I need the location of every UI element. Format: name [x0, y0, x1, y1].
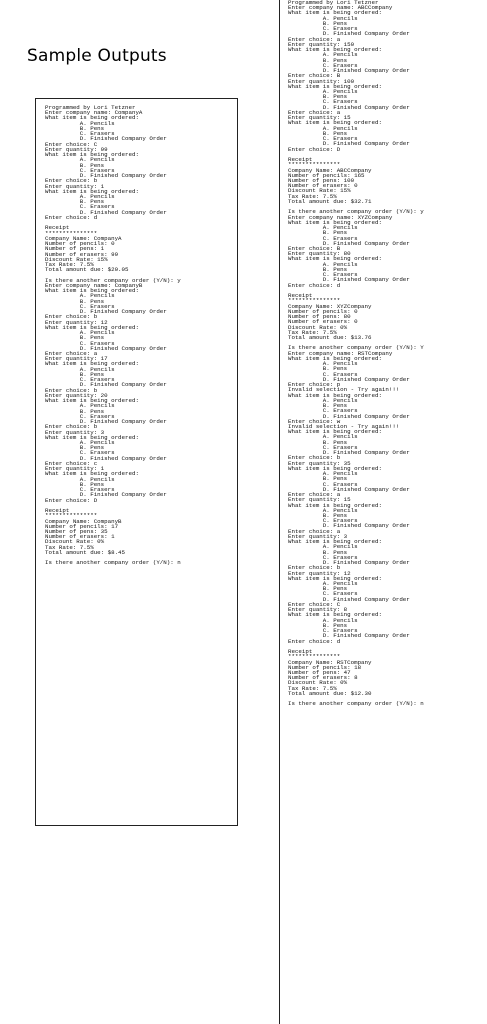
- console-output-box-left: [35, 98, 238, 826]
- console-output-text-left: Programmed by Lori Tetzner Enter company name: CompanyA What item is being ordered: A. Pencils B. Pens C. Erasers D. Finished Company Order Enter choice: C Enter quantity: 99 What item is being ordered: A. Pencils B. Pens C. Erasers D. Finished Company Order Enter choice: b Enter quantity: 1 What item is being ordered: A. Pencils B. Pens C. Erasers D. Finished Company Order Enter choice: d Receipt *************** Company Name: CompanyA Number of pencils: 0 Number of pens: 1 Number of erasers: 99 Discount Rate: 15% Tax Rate: 7.5% Total amount due: $20.05 Is there another company order (Y/N): y Enter company name: CompanyB What item is being ordered: A. Pencils B. Pens C. Erasers D. Finished Company Order Enter choice: b Enter quantity: 12 What item is being ordered: A. Pencils B. Pens C. Erasers D. Finished Company Order Enter choice: a Enter quantity: 17 What item is being ordered: A. Pencils B. Pens C. Erasers D. Finished Company Order Enter choice: b Enter quantity: 20 What item is being ordered: A. Pencils B. Pens C. Erasers D. Finished Company Order Enter choice: b Enter quantity: 3 What item is being ordered: A. Pencils B. Pens C. Erasers D. Finished Company Order Enter choice: c Enter quantity: 1 What item is being ordered: A. Pencils B. Pens C. Erasers D. Finished Company Order Enter choice: D Receipt *************** Company Name: CompanyB Number of pencils: 17 Number of pens: 35 Number of erasers: 1 Discount Rate: 0% Tax Rate: 7.5% Total amount due: $8.45 Is there another company order (Y/N): n: [45, 104, 181, 567]
- page-title: Sample Outputs: [27, 46, 167, 66]
- console-output-text-right: Programmed by Lori Tetzner Enter company name: ABCCompany What item is being ordered: A. Pencils B. Pens C. Erasers D. Finished Company Order Enter choice: a Enter quantity: 150 What item is being ordered: A. Pencils B. Pens C. Erasers D. Finished Company Order Enter choice: B Enter quantity: 100 What item is being ordered: A. Pencils B. Pens C. Erasers D. Finished Company Order Enter choice: a Enter quantity: 15 What item is being ordered: A. Pencils B. Pens C. Erasers D. Finished Company Order Enter choice: D Receipt *************** Company Name: ABCCompany Number of pencils: 165 Number of pens: 100 Number of erasers: 0 Discount Rate: 15% Tax Rate: 7.5% Total amount due: $32.71 Is there another company order (Y/N): y Enter company name: XYZCompany What item is being ordered: A. Pencils B. Pens C. Erasers D. Finished Company Order Enter choice: B Enter quantity: 80 What item is being ordered: A. Pencils B. Pens C. Erasers D. Finished Company Order Enter choice: d Receipt *************** Company Name: XYZCompany Number of pencils: 0 Number of pens: 80 Number of erasers: 0 Discount Rate: 0% Tax Rate: 7.5% Total amount due: $13.76 Is there another company order (Y/N): Y Enter company name: RSTCompany What item is being ordered: A. Pencils B. Pens C. Erasers D. Finished Company Order Enter choice: p Invalid selection - Try again!!! What item is being ordered: A. Pencils B. Pens C. Erasers D. Finished Company Order Enter choice: w Invalid selection - Try again!!! What item is being ordered: A. Pencils B. Pens C. Erasers D. Finished Company Order Enter choice: b Enter quantity: 35 What item is being ordered: A. Pencils B. Pens C. Erasers D. Finished Company Order Enter choice: a Enter quantity: 15 What item is being ordered: A. Pencils B. Pens C. Erasers D. Finished Company Order Enter choice: a Enter quantity: 3 What item is being ordered: A. Pencils B. Pens C. Erasers D. Finished Company Order Enter choice: b Enter quantity: 12 What item is being ordered: A. Pencils B. Pens C. Erasers D. Finished Company Order Enter choice: C Enter quantity: 8 What item is being ordered: A. Pencils B. Pens C. Erasers D. Finished Company Order Enter choice: d Receipt *************** Company Name: RSTCompany Number of pencils: 18 Number of pens: 47 Number of erasers: 8 Discount Rate: 0% Tax Rate: 7.5% Total amount due: $12.30 Is there another company order (Y/N): n: [288, 0, 424, 708]
- console-output-box-right: [279, 0, 487, 1024]
